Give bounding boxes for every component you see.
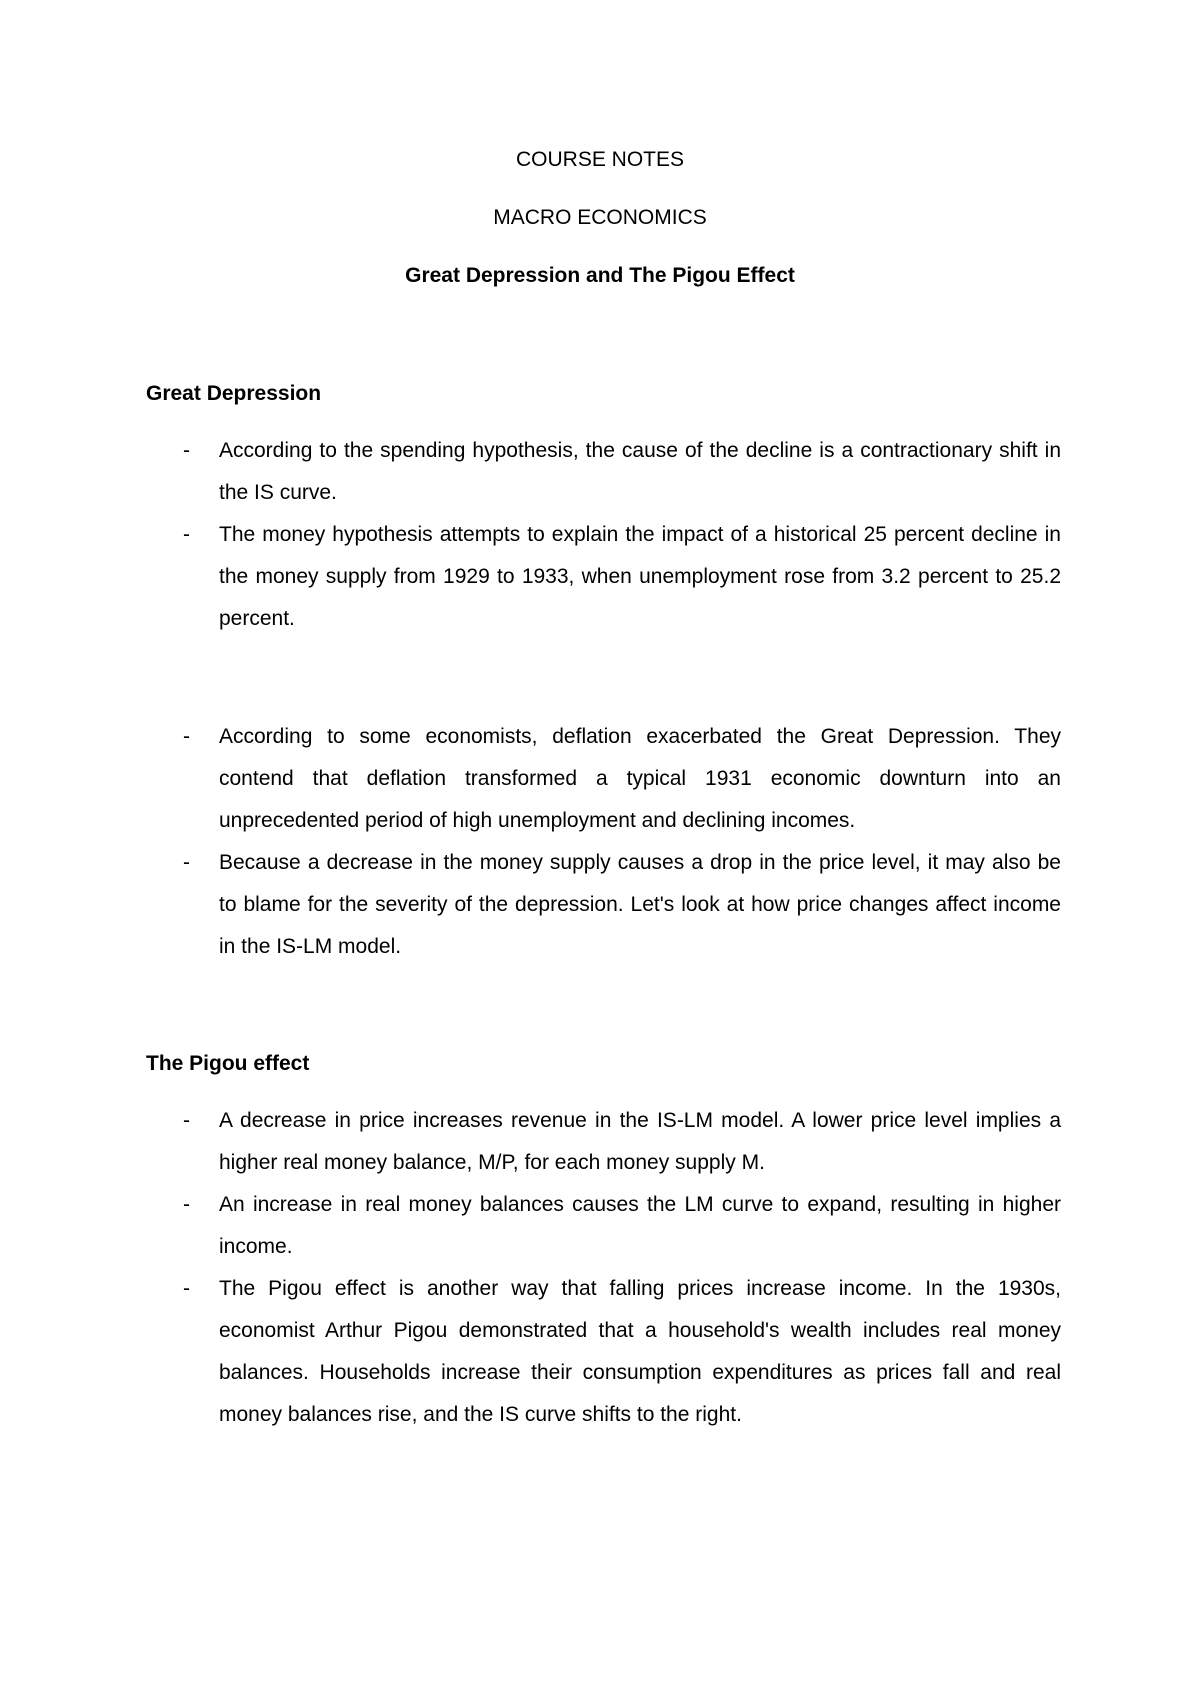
bullet-text: The money hypothesis attempts to explain the impact of a historical 25 percent decline in the money supply from 1929 to 1933, when unemployment rose from 3.2 percent to 25.2 percent.	[219, 523, 1061, 630]
bullet-dash: -	[183, 851, 190, 874]
bullet-dash: -	[183, 523, 190, 546]
course-notes-title: COURSE NOTES	[515, 148, 685, 171]
list-item	[146, 1100, 1061, 1184]
section-heading-pigou-effect: The Pigou effect	[146, 1052, 310, 1075]
list-item	[146, 1184, 1061, 1268]
list-item	[146, 430, 1061, 514]
list-item	[146, 1268, 1061, 1436]
bullet-dash: -	[183, 439, 190, 462]
bullet-dash: -	[183, 1193, 190, 1216]
bullet-text: The Pigou effect is another way that falling prices increase income. In the 1930s, economist Arthur Pigou demonstrated that a household's wealth includes real money balances. Households increase their consumption expenditures as prices fall and real money balances rise, and the IS curve shifts to the right.	[219, 1277, 1061, 1426]
bullet-text: According to some economists, deflation exacerbated the Great Depression. They contend that deflation transformed a typical 1931 economic downturn into an unprecedented period of high unemployment and declining incomes.	[219, 725, 1061, 832]
list-item	[146, 716, 1061, 842]
list-item	[146, 842, 1061, 968]
bullet-dash: -	[183, 1277, 190, 1300]
bullet-dash: -	[183, 1109, 190, 1132]
bullet-dash: -	[183, 725, 190, 748]
bullet-text: An increase in real money balances causes the LM curve to expand, resulting in higher income.	[219, 1193, 1061, 1258]
bullet-text: Because a decrease in the money supply causes a drop in the price level, it may also be to blame for the severity of the depression. Let's look at how price changes affect income in the IS-LM model.	[219, 851, 1061, 958]
topic-title: Great Depression and The Pigou Effect	[405, 264, 795, 287]
bullet-text: A decrease in price increases revenue in the IS-LM model. A lower price level implies a higher real money balance, M/P, for each money supply M.	[219, 1109, 1061, 1174]
bullet-text: According to the spending hypothesis, the cause of the decline is a contractionary shift in the IS curve.	[219, 439, 1061, 504]
subject-title: MACRO ECONOMICS	[493, 206, 707, 229]
section-heading-great-depression: Great Depression	[146, 382, 322, 405]
list-item	[146, 514, 1061, 640]
